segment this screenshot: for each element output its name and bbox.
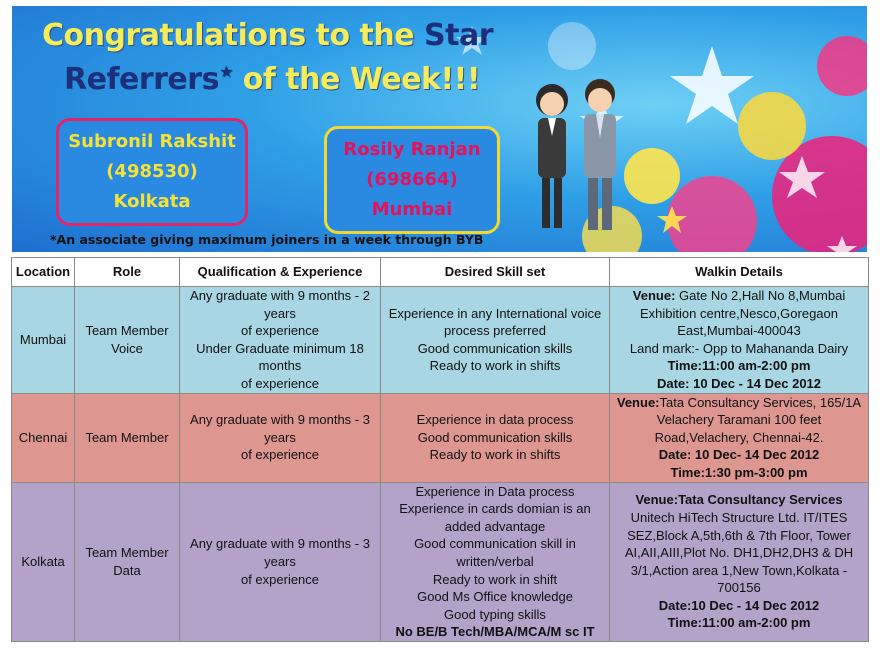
table-row xyxy=(12,482,869,641)
time-line: Time:11:00 am-2:00 pm xyxy=(667,358,811,374)
title-part2: Star xyxy=(424,18,494,53)
header-role: Role xyxy=(75,258,180,287)
header-walkin: Walkin Details xyxy=(610,258,869,287)
time-line: Time:1:30 pm-3:00 pm xyxy=(670,464,808,480)
qualification-line: Any graduate with 9 months - 3 years xyxy=(190,412,370,445)
cell-location: Mumbai xyxy=(12,287,75,394)
skill-line: Ready to work in shifts xyxy=(429,447,561,463)
referrer-card-1 xyxy=(56,118,248,226)
title-part3: Referrers xyxy=(64,62,219,97)
venue-line xyxy=(613,491,865,509)
venue-label: Venue: xyxy=(616,394,660,410)
qualification-line: of experience xyxy=(240,375,320,391)
banner-title-line1 xyxy=(42,18,493,53)
cell-skills xyxy=(381,393,610,482)
referrer-card-2 xyxy=(324,126,500,234)
role-line: Team Member xyxy=(85,323,169,339)
skill-line: Good typing skills xyxy=(444,606,546,622)
referrer-city: Mumbai xyxy=(371,199,453,220)
time-line: Time:11:00 am-2:00 pm xyxy=(667,615,811,631)
skill-line: Good communication skill in written/verbal xyxy=(414,536,576,569)
cell-qualification xyxy=(180,482,381,641)
venue-text: Gate No 2,Hall No 8,Mumbai Exhibition centre,Nesco,Goregaon East,Mumbai-400043 xyxy=(639,288,846,339)
landmark-line: Land mark:- Opp to Mahananda Dairy xyxy=(629,340,849,356)
venue-text: Unitech HiTech Structure Ltd. IT/ITES SEZ,Block A,5th,6th & 7th Floor, Tower AI,AII,AIII,Plot No. DH1,DH2,DH3 & DH 3/1,Action area 1,New Town,Kolkata - 700156 xyxy=(624,509,854,596)
title-part4: of the Week!!! xyxy=(242,62,481,97)
qualification-line: Any graduate with 9 months - 3 years xyxy=(190,536,370,569)
skill-line-bold: No BE/B Tech/MBA/MCA/M sc IT xyxy=(395,624,595,640)
star-icon: ★ xyxy=(218,62,233,81)
role-line: Data xyxy=(113,562,141,578)
header-skills: Desired Skill set xyxy=(381,258,610,287)
venue-label: Venue: xyxy=(635,492,679,508)
qualification-line: Under Graduate minimum 18 months xyxy=(196,340,364,374)
cell-role xyxy=(75,393,180,482)
date-line: Date: 10 Dec- 14 Dec 2012 xyxy=(658,447,820,463)
skill-line: Ready to work in shifts xyxy=(429,358,561,374)
title-part1: Congratulations to the xyxy=(42,18,415,53)
date-line: Date:10 Dec - 14 Dec 2012 xyxy=(658,597,820,613)
qualification-line: of experience xyxy=(240,447,320,463)
cell-walkin xyxy=(610,287,869,394)
venue-text: Tata Consultancy Services, 165/1A Velachery Taramani 100 feet Road,Velachery, Chennai-42. xyxy=(654,394,862,445)
skill-line: Experience in any International voice process preferred xyxy=(388,305,602,339)
star-referrers-banner xyxy=(12,6,867,252)
cell-walkin xyxy=(610,393,869,482)
cell-role xyxy=(75,287,180,394)
skill-line: Good Ms Office knowledge xyxy=(417,589,573,605)
date-line: Date: 10 Dec - 14 Dec 2012 xyxy=(656,375,822,391)
role-line: Team Member xyxy=(85,429,169,445)
cell-skills xyxy=(381,287,610,394)
referrer-city: Kolkata xyxy=(113,191,191,212)
skill-line: Experience in Data process xyxy=(415,483,575,499)
banner-title-line2 xyxy=(64,62,480,97)
banner-footnote: *An associate giving maximum joiners in a week through BYB xyxy=(50,232,484,247)
role-line: Team Member xyxy=(85,545,169,561)
walkin-table xyxy=(11,257,869,642)
header-qualification: Qualification & Experience xyxy=(180,258,381,287)
referrer-name: Subronil Rakshit xyxy=(68,131,236,152)
skill-line: Ready to work in shift xyxy=(432,571,558,587)
referrer-id: (498530) xyxy=(106,161,198,182)
qualification-line: of experience xyxy=(240,323,320,339)
cell-skills xyxy=(381,482,610,641)
skill-line: Good communication skills xyxy=(417,429,573,445)
two-associates-illustration xyxy=(512,76,632,236)
venue-label: Venue: xyxy=(632,288,676,303)
cell-location: Chennai xyxy=(12,393,75,482)
cell-qualification xyxy=(180,287,381,394)
skill-line: Good communication skills xyxy=(417,340,573,356)
qualification-line: of experience xyxy=(240,571,320,587)
referrer-id: (698664) xyxy=(366,169,458,190)
cell-location: Kolkata xyxy=(12,482,75,641)
role-line: Voice xyxy=(111,340,143,356)
skill-line: Experience in cards domian is an added advantage xyxy=(399,501,591,534)
cell-qualification xyxy=(180,393,381,482)
skill-line: Experience in data process xyxy=(416,412,574,428)
venue-line xyxy=(613,287,865,340)
cell-role xyxy=(75,482,180,641)
qualification-line: Any graduate with 9 months - 2 years xyxy=(190,288,370,321)
cell-walkin xyxy=(610,482,869,641)
table-header-row xyxy=(12,258,869,287)
referrer-name: Rosily Ranjan xyxy=(343,139,481,160)
venue-line xyxy=(613,394,865,447)
table-row xyxy=(12,393,869,482)
venue-company: Tata Consultancy Services xyxy=(678,492,843,508)
table-row xyxy=(12,287,869,394)
header-location: Location xyxy=(12,258,75,287)
